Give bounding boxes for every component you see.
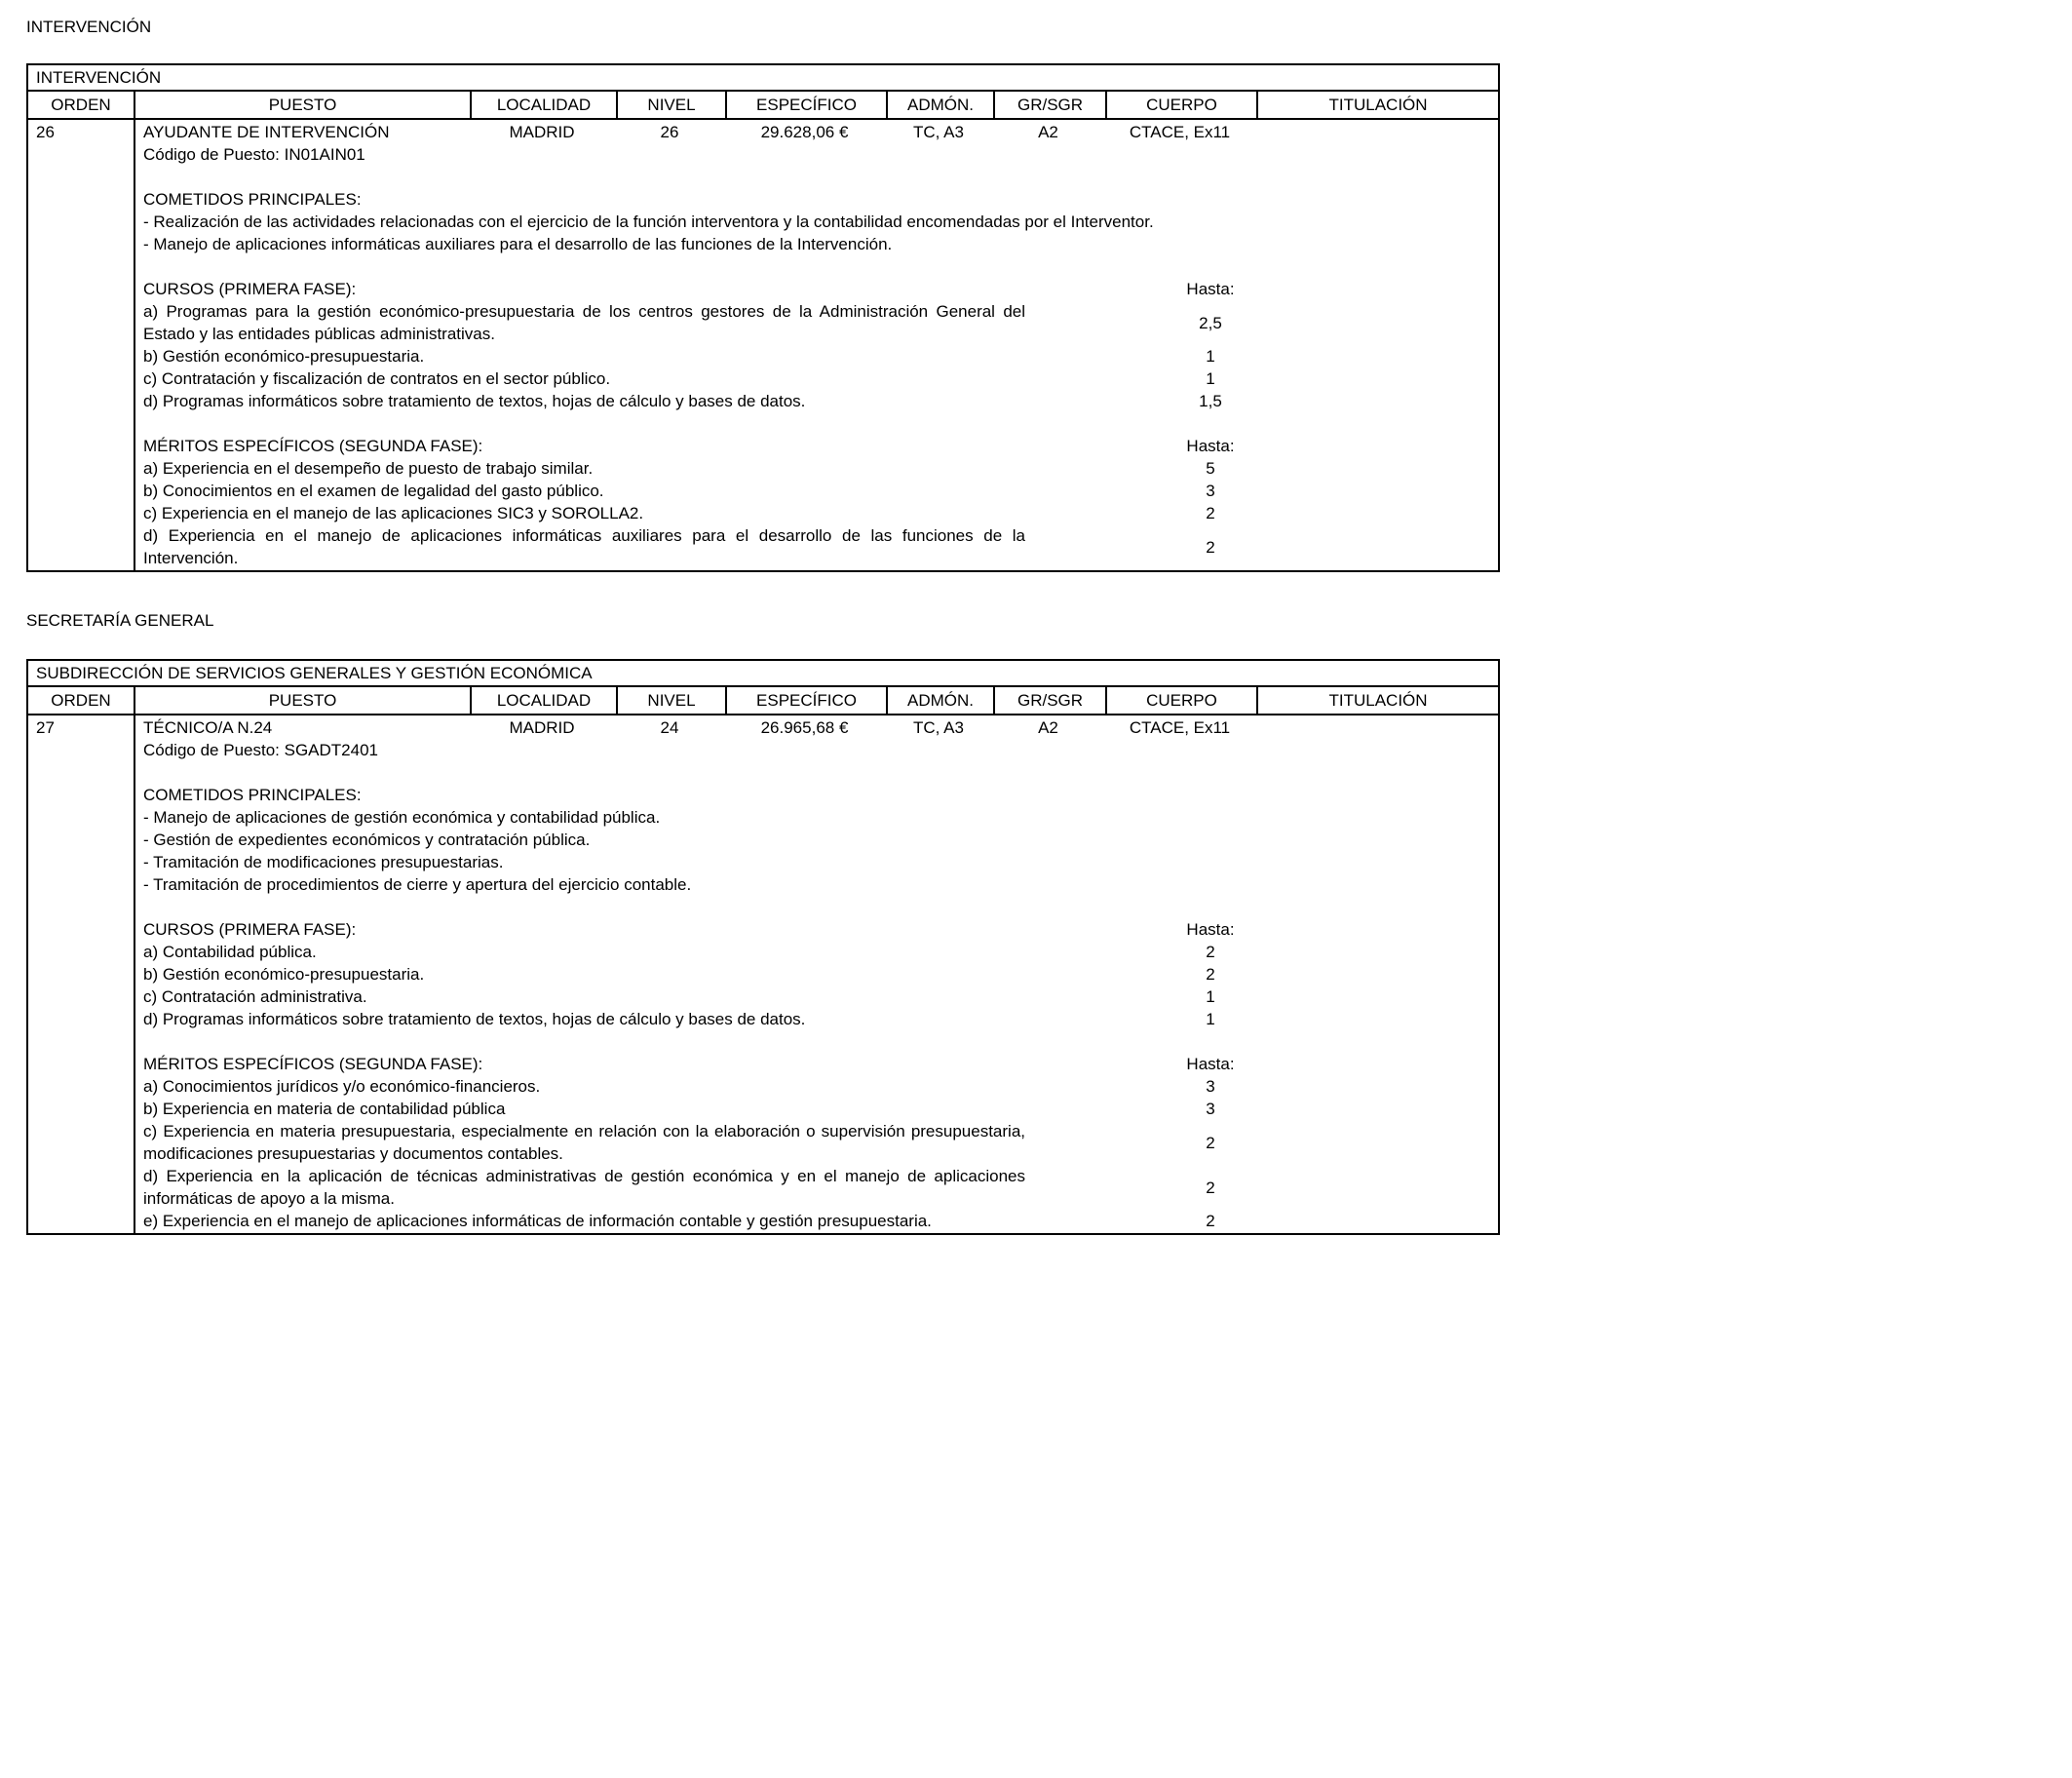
position-row [27, 119, 1499, 571]
section-header-row [143, 188, 1490, 211]
section-scored [143, 918, 1490, 1030]
table-slot-intervencion [26, 63, 2053, 572]
section-scored [143, 435, 1490, 569]
column-header: PUESTO [134, 686, 471, 715]
item-points: 2 [1206, 537, 1215, 557]
item-text: d) Experiencia en la aplicación de técnicas administrativas de gestión económica y en el manejo de aplicaciones informáticas de apoyo a la misma. [143, 1167, 1025, 1208]
cuerpo-value: CTACE, Ex11 [1129, 718, 1231, 737]
position-summary-row [143, 716, 1490, 739]
duty-item: - Manejo de aplicaciones de gestión económica y contabilidad pública. [143, 808, 661, 827]
section-title: MÉRITOS ESPECÍFICOS (SEGUNDA FASE): [143, 1055, 483, 1073]
orden-value: 26 [27, 119, 134, 571]
item-points: 2 [1206, 1212, 1215, 1230]
item-text: a) Conocimientos jurídicos y/o económico-financieros. [143, 1077, 541, 1096]
column-header: ORDEN [27, 686, 134, 715]
table-title-row [27, 64, 1499, 91]
nivel-value: 24 [660, 718, 679, 737]
section-title: COMETIDOS PRINCIPALES: [143, 786, 362, 804]
column-header-row [27, 686, 1499, 715]
orden-value: 27 [27, 715, 134, 1234]
item-text: b) Gestión económico-presupuestaria. [143, 347, 425, 366]
item-points: 1 [1206, 369, 1215, 388]
item-points: 2 [1206, 965, 1215, 984]
scored-item [143, 502, 1490, 524]
column-header: ESPECÍFICO [726, 91, 887, 119]
item-text: b) Conocimientos en el examen de legalidad del gasto público. [143, 482, 604, 500]
item-text: c) Experiencia en materia presupuestaria, especialmente en relación con la elaboración o supervisión presupuestaria, modificaciones presupuestarias y documentos contables. [143, 1122, 1025, 1163]
item-points: 1,5 [1199, 392, 1222, 410]
titulacion-value [1255, 716, 1490, 739]
scored-item [143, 941, 1490, 963]
item-text: a) Programas para la gestión económico-presupuestaria de los centros gestores de la Administración General del Estado y las entidades públicas administrativas. [143, 302, 1025, 343]
column-header: CUERPO [1106, 686, 1257, 715]
heading-secretaria-general: SECRETARÍA GENERAL [26, 611, 214, 630]
column-header: NIVEL [617, 91, 726, 119]
section-plain [143, 784, 1490, 896]
puesto-value: AYUDANTE DE INTERVENCIÓN [143, 123, 390, 141]
column-header: GR/SGR [994, 91, 1106, 119]
item-points: 2,5 [1199, 313, 1222, 332]
item-text: d) Programas informáticos sobre tratamiento de textos, hojas de cálculo y bases de datos. [143, 392, 806, 410]
localidad-value: MADRID [509, 718, 575, 737]
scored-item [143, 1210, 1490, 1232]
hasta-label: Hasta: [1186, 437, 1235, 455]
positions-table [26, 659, 1500, 1235]
table-slot-secretaria [26, 659, 2053, 1235]
scored-item [143, 1008, 1490, 1030]
scored-item [143, 524, 1490, 569]
item-points: 2 [1206, 943, 1215, 961]
especifico-value: 29.628,06 € [760, 123, 849, 141]
position-details-cell [134, 715, 1499, 1234]
positions-table [26, 63, 1500, 572]
column-header: LOCALIDAD [471, 686, 617, 715]
scored-item [143, 963, 1490, 986]
titulacion-value [1255, 121, 1490, 143]
column-header: TITULACIÓN [1257, 686, 1499, 715]
item-text: c) Experiencia en el manejo de las aplicaciones SIC3 y SOROLLA2. [143, 504, 644, 522]
column-header: ORDEN [27, 91, 134, 119]
column-header: GR/SGR [994, 686, 1106, 715]
section-header-row [143, 1053, 1490, 1075]
table-title: SUBDIRECCIÓN DE SERVICIOS GENERALES Y GESTIÓN ECONÓMICA [27, 660, 1499, 686]
admon-value: TC, A3 [913, 123, 964, 141]
duty-item: - Realización de las actividades relacionadas con el ejercicio de la función interventora y la contabilidad encomendadas por el Interventor. [143, 213, 1154, 231]
hasta-label: Hasta: [1186, 280, 1235, 298]
item-text: e) Experiencia en el manejo de aplicaciones informáticas de información contable y gestión presupuestaria. [143, 1212, 932, 1230]
sections-container [143, 784, 1490, 1232]
item-points: 5 [1206, 459, 1215, 478]
section-title: CURSOS (PRIMERA FASE): [143, 280, 357, 298]
item-text: b) Experiencia en materia de contabilidad pública [143, 1100, 506, 1118]
item-text: c) Contratación y fiscalización de contratos en el sector público. [143, 369, 611, 388]
puesto-value: TÉCNICO/A N.24 [143, 718, 273, 737]
column-header: CUERPO [1106, 91, 1257, 119]
table-title: INTERVENCIÓN [27, 64, 1499, 91]
item-points: 1 [1206, 347, 1215, 366]
column-header: NIVEL [617, 686, 726, 715]
column-header: TITULACIÓN [1257, 91, 1499, 119]
scored-item [143, 1120, 1490, 1165]
sections-container [143, 188, 1490, 569]
duty-item: - Gestión de expedientes económicos y contratación pública. [143, 831, 591, 849]
section-header-row [143, 918, 1490, 941]
section-plain [143, 188, 1490, 255]
cuerpo-value: CTACE, Ex11 [1129, 123, 1231, 141]
heading-intervencion: INTERVENCIÓN [26, 18, 152, 36]
item-points: 2 [1206, 1178, 1215, 1197]
duty-item: - Manejo de aplicaciones informáticas auxiliares para el desarrollo de las funciones de la Intervención. [143, 235, 893, 253]
column-header: ADMÓN. [887, 91, 994, 119]
item-points: 3 [1206, 482, 1215, 500]
item-text: d) Programas informáticos sobre tratamiento de textos, hojas de cálculo y bases de datos. [143, 1010, 806, 1028]
section-title: CURSOS (PRIMERA FASE): [143, 920, 357, 939]
gr-sgr-value: A2 [1038, 718, 1058, 737]
nivel-value: 26 [660, 123, 679, 141]
section-header-row [143, 278, 1490, 300]
codigo-puesto: Código de Puesto: SGADT2401 [143, 741, 378, 759]
position-summary-row [143, 121, 1490, 143]
section-header-row [143, 784, 1490, 806]
item-text: a) Contabilidad pública. [143, 943, 317, 961]
scored-item [143, 457, 1490, 480]
scored-item [143, 1075, 1490, 1098]
column-header: PUESTO [134, 91, 471, 119]
item-points: 3 [1206, 1077, 1215, 1096]
duty-item: - Tramitación de modificaciones presupuestarias. [143, 853, 504, 871]
codigo-puesto: Código de Puesto: IN01AIN01 [143, 145, 365, 164]
section-header-row [143, 435, 1490, 457]
admon-value: TC, A3 [913, 718, 964, 737]
hasta-label: Hasta: [1186, 920, 1235, 939]
scored-item [143, 480, 1490, 502]
localidad-value: MADRID [509, 123, 575, 141]
scored-item [143, 367, 1490, 390]
column-header: ESPECÍFICO [726, 686, 887, 715]
scored-item [143, 1098, 1490, 1120]
item-text: d) Experiencia en el manejo de aplicaciones informáticas auxiliares para el desarrollo de las funciones de la Intervención. [143, 526, 1025, 567]
table-title-row [27, 660, 1499, 686]
especifico-value: 26.965,68 € [760, 718, 849, 737]
item-points: 3 [1206, 1100, 1215, 1118]
section-scored [143, 1053, 1490, 1232]
item-text: c) Contratación administrativa. [143, 987, 367, 1006]
section-title: COMETIDOS PRINCIPALES: [143, 190, 362, 209]
item-text: a) Experiencia en el desempeño de puesto de trabajo similar. [143, 459, 594, 478]
position-row [27, 715, 1499, 1234]
item-text: b) Gestión económico-presupuestaria. [143, 965, 425, 984]
section-title: MÉRITOS ESPECÍFICOS (SEGUNDA FASE): [143, 437, 483, 455]
column-header-row [27, 91, 1499, 119]
scored-item [143, 390, 1490, 412]
item-points: 1 [1206, 987, 1215, 1006]
item-points: 2 [1206, 504, 1215, 522]
position-details-cell [134, 119, 1499, 571]
gr-sgr-value: A2 [1038, 123, 1058, 141]
duty-item: - Tramitación de procedimientos de cierre y apertura del ejercicio contable. [143, 875, 692, 894]
section-scored [143, 278, 1490, 412]
scored-item [143, 300, 1490, 345]
item-points: 1 [1206, 1010, 1215, 1028]
hasta-label: Hasta: [1186, 1055, 1235, 1073]
scored-item [143, 986, 1490, 1008]
column-header: LOCALIDAD [471, 91, 617, 119]
scored-item [143, 1165, 1490, 1210]
scored-item [143, 345, 1490, 367]
column-header: ADMÓN. [887, 686, 994, 715]
item-points: 2 [1206, 1133, 1215, 1152]
